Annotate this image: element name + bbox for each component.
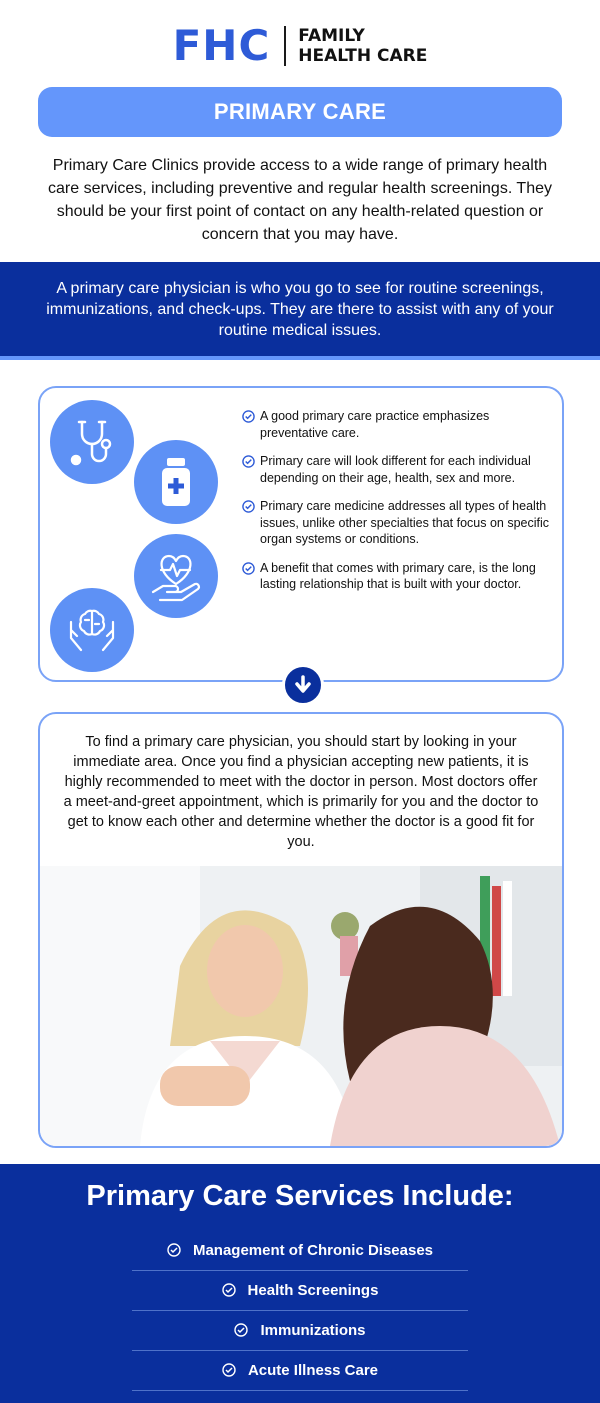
benefits-card xyxy=(38,386,564,682)
services-section xyxy=(0,1164,600,1403)
check-circle-icon xyxy=(222,1283,236,1297)
check-circle-icon xyxy=(222,1363,236,1377)
list-item xyxy=(242,453,558,486)
benefit-text: Primary care medicine addresses all types of health issues, unlike other specialties that focus on specific organ systems or conditions. xyxy=(260,499,550,546)
list-item xyxy=(132,1350,468,1391)
benefit-text: A good primary care practice emphasizes preventative care. xyxy=(260,409,490,440)
list-item xyxy=(242,560,558,593)
list-item xyxy=(132,1230,468,1271)
services-title: Primary Care Services Include: xyxy=(86,1180,514,1212)
check-circle-icon xyxy=(242,455,255,468)
find-physician-card xyxy=(38,712,564,1148)
list-item xyxy=(242,498,558,548)
check-circle-icon xyxy=(167,1243,181,1257)
physician-band xyxy=(0,262,600,360)
check-circle-icon xyxy=(242,410,255,423)
logo-line-family: FAMILY xyxy=(298,26,365,46)
primary-care-banner xyxy=(38,87,562,137)
check-circle-icon xyxy=(242,500,255,513)
arrow-down-icon xyxy=(282,664,324,706)
service-label: Management of Chronic Diseases xyxy=(192,1241,434,1259)
logo-mark: FHC xyxy=(172,21,271,70)
check-circle-icon xyxy=(234,1323,248,1337)
benefit-text: A benefit that comes with primary care, is the long lasting relationship that is built with your doctor. xyxy=(260,560,536,591)
list-item xyxy=(132,1270,468,1311)
medicine-bottle-icon xyxy=(134,440,218,524)
physician-text: A primary care physician is who you go to see for routine screenings, immunizations, and check-ups. They are there to assist with any of your routine medical issues. xyxy=(46,279,554,339)
logo-wordmark xyxy=(298,26,427,66)
doctor-consultation-photo xyxy=(40,866,562,1146)
list-item xyxy=(242,408,558,441)
stethoscope-icon xyxy=(50,400,134,484)
check-circle-icon xyxy=(242,562,255,575)
banner-title: PRIMARY CARE xyxy=(213,99,387,124)
brain-hands-icon xyxy=(50,588,134,672)
find-physician-text: To find a primary care physician, you should start by looking in your immediate area. Once you find a physician accepting new patients, it is highly recommended to meet with the doctor in person. Most doctors offer a meet-and-greet appointment, which is primarily for you and the doctor to get to know each other and determine whether the doctor is a good fit for you. xyxy=(63,734,539,850)
intro-text: Primary Care Clinics provide access to a wide range of primary health care services, including preventive and regular health screenings. They should be your first point of contact on any health-related question or concern that you may have. xyxy=(48,157,552,243)
logo-line-health-care: HEALTH CARE xyxy=(298,46,428,66)
service-label: Health Screenings xyxy=(247,1281,379,1299)
fhc-logo xyxy=(0,20,600,72)
benefits-list xyxy=(242,408,558,605)
service-label: Acute Illness Care xyxy=(247,1361,379,1379)
logo-divider xyxy=(284,26,286,66)
service-label: Immunizations xyxy=(260,1321,366,1339)
list-item xyxy=(132,1310,468,1351)
benefit-text: Primary care will look different for each individual depending on their age, health, sex and more. xyxy=(260,454,531,485)
heart-hand-icon xyxy=(134,534,218,618)
